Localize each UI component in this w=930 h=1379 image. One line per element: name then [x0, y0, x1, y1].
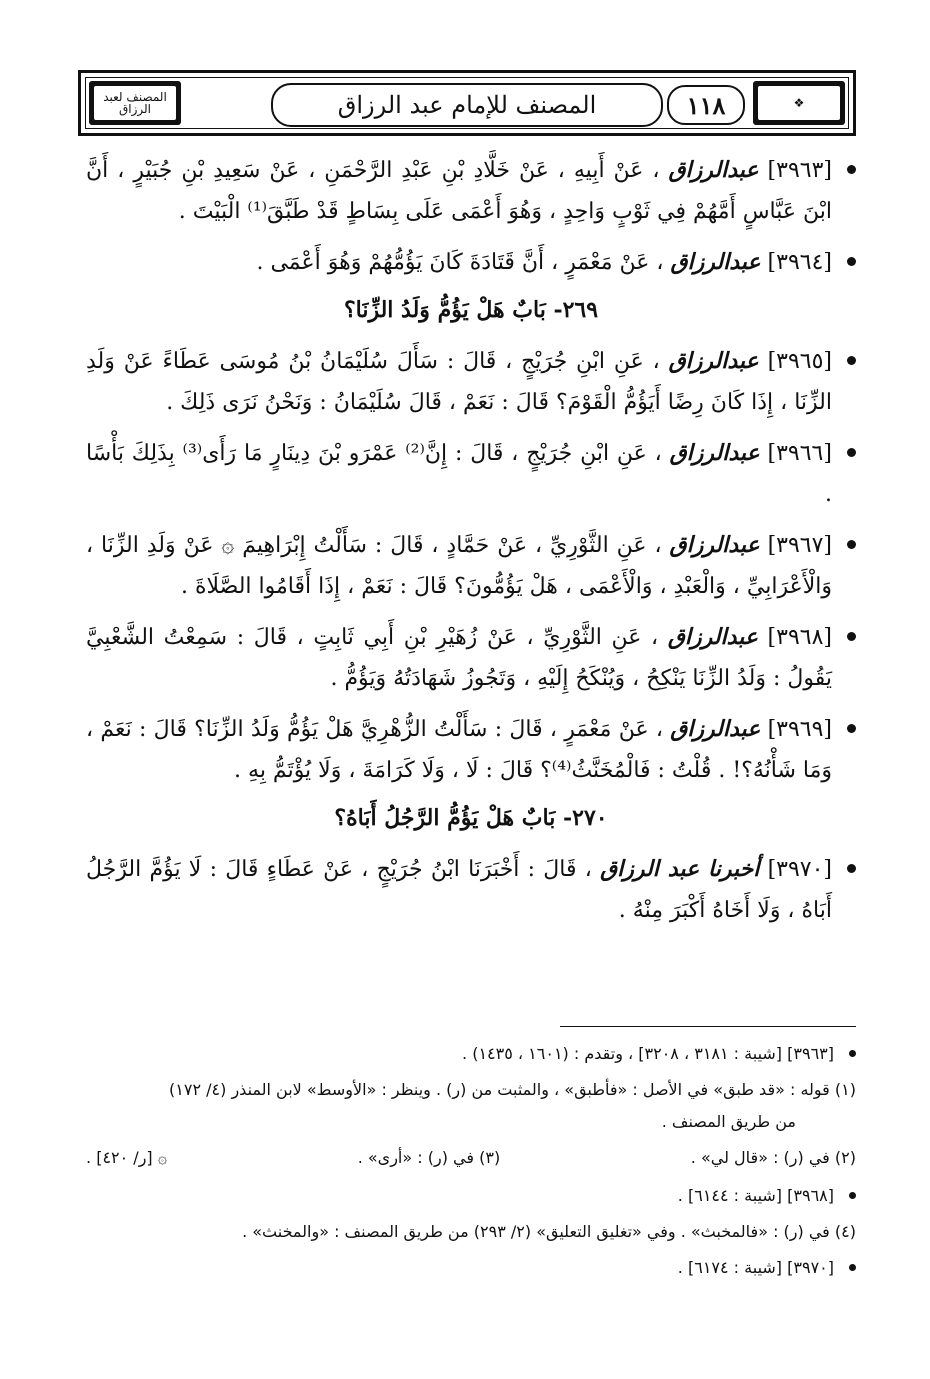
bullet-icon — [847, 864, 856, 873]
footnote-reference — [86, 1040, 856, 1068]
bullet-icon — [849, 1050, 856, 1057]
page-header — [78, 70, 856, 136]
footnote-separator — [560, 1026, 856, 1027]
footnote — [86, 1076, 856, 1104]
footnote-reference — [86, 1254, 856, 1282]
hadith-entry — [86, 242, 856, 283]
bullet-icon — [849, 1192, 856, 1199]
bullet-icon — [847, 632, 856, 641]
hadith-number: [٣٩٦٨] — [767, 625, 832, 650]
hadith-source: عبدالرزاق — [668, 157, 759, 183]
hadith-number: [٣٩٦٩] — [767, 717, 833, 742]
hadith-source: عبدالرزاق — [669, 532, 760, 558]
ornament-label: المصنف لعبد الرزاق — [103, 90, 167, 116]
hadith-text: ، عَنِ الثَّوْرِيِّ ، عَنْ حَمَّادٍ ، قَالَ : سَأَلْتُ إِبْرَاهِيمَ ۞ عَنْ وَلَدِ الزِّنَا ، وَالْأَعْرَابِيِّ ، وَالْعَبْدِ ، وَالْأَعْمَى ، هَلْ يَؤُمُّونَ؟ قَالَ : نَعَمْ ، إِذَا أَقَامُوا الصَّلَاةَ . — [86, 533, 832, 599]
footnote — [86, 1218, 856, 1246]
footnote-text: (٤) في (ر) : «فالمخبث» . وفي «تغليق التعليق» (٢/ ٢٩٣) من طريق المصنف : «والمخنث» . — [242, 1222, 856, 1241]
footnote-reference — [86, 1182, 856, 1210]
footnotes — [86, 1040, 856, 1290]
chapter-heading: ٢٧٠- بَابٌ هَلْ يَؤُمُّ الرَّجُلُ أَبَاهُ؟ — [334, 805, 608, 831]
hadith-entry — [86, 849, 856, 931]
hadith-source: عبدالرزاق — [669, 440, 760, 466]
bullet-icon — [847, 448, 856, 457]
hadith-text: ، قَالَ : أَخْبَرَنَا ابْنُ جُرَيْجٍ ، عَنْ عَطَاءٍ قَالَ : لَا يَؤُمَّ الرَّجُلُ أَبَاهُ ، وَلَا أَخَاهُ أَكْبَرَ مِنْهُ . — [86, 857, 832, 923]
hadith-source: أخبرنا عبد الرزاق — [600, 856, 760, 882]
footnote-text: (٢) في (ر) : «قال لي» . — [690, 1148, 856, 1167]
hadith-text: ، عَنْ مَعْمَرٍ ، أَنَّ قَتَادَةَ كَانَ يَؤُمُّهُمْ وَهُوَ أَعْمَى . — [256, 250, 664, 275]
footnote-text: [٣٩٦٣] [شيبة : ٣١٨١ ، ٣٢٠٨] ، وتقدم : (١٦٠١ ، ١٤٣٥) . — [462, 1044, 834, 1063]
hadith-entry — [86, 525, 856, 607]
bullet-icon — [847, 724, 856, 733]
footnote-row — [86, 1144, 856, 1172]
page-number: ١١٨ — [667, 85, 745, 125]
footnote-text: [٣٩٦٨] [شيبة : ٦١٤٤] . — [677, 1186, 834, 1205]
footnote-text: ۞ [ر/ ٤٢٠] . — [86, 1148, 168, 1167]
footnote-text: (٣) في (ر) : «أرى» . — [357, 1148, 501, 1167]
hadith-text: ، عَنْ مَعْمَرٍ ، قَالَ : سَأَلْتُ الزُّهْرِيَّ هَلْ يَؤُمُّ وَلَدُ الزِّنَا؟ قَالَ : نَعَمْ ، وَمَا شَأْنُهُ؟! . قُلْتُ : فَالْمُخَنَّثُ⁽⁴⁾؟ قَالَ : لَا ، وَلَا كَرَامَةَ ، وَلَا يُؤْتَمُّ بِهِ . — [86, 717, 832, 783]
hadith-text: ، عَنْ أَبِيهِ ، عَنْ خَلَّادِ بْنِ عَبْدِ الرَّحْمَنِ ، عَنْ سَعِيدِ بْنِ جُبَيْرٍ ، أَنَّ ابْنَ عَبَّاسٍ أَمَّهُمْ فِي ثَوْبٍ وَاحِدٍ ، وَهُوَ أَعْمَى عَلَى بِسَاطٍ قَدْ طَبَّقَ⁽¹⁾ الْبَيْتَ . — [86, 158, 832, 224]
chapter-heading: ٢٦٩- بَابٌ هَلْ يَؤُمُّ وَلَدُ الزِّنَا؟ — [343, 297, 599, 323]
main-text — [86, 150, 856, 941]
header-ornament-left — [89, 81, 181, 125]
bullet-icon — [847, 257, 856, 266]
footnote-text: [٣٩٧٠] [شيبة : ٦١٧٤] . — [677, 1258, 834, 1277]
hadith-entry — [86, 433, 856, 515]
hadith-entry — [86, 709, 856, 791]
hadith-number: [٣٩٦٦] — [767, 441, 832, 466]
hadith-entry — [86, 341, 856, 423]
hadith-entry — [86, 617, 856, 699]
footnote-continuation — [86, 1108, 856, 1136]
hadith-number: [٣٩٧٠] — [767, 857, 833, 882]
hadith-number: [٣٩٦٣] — [767, 158, 832, 183]
running-title: المصنف للإمام عبد الرزاق — [271, 83, 663, 127]
footnote-text: من طريق المصنف . — [661, 1112, 796, 1131]
hadith-source: عبدالرزاق — [667, 624, 758, 650]
bullet-icon — [849, 1264, 856, 1271]
bullet-icon — [847, 165, 856, 174]
hadith-number: [٣٩٦٧] — [767, 533, 833, 558]
hadith-text: ، عَنِ ابْنِ جُرَيْجٍ ، قَالَ : سَأَلَ سُلَيْمَانُ بْنُ مُوسَى عَطَاءً عَنْ وَلَدِ الزِّنَا ، إِذَا كَانَ رِضًا أَيَؤُمُّ الْقَوْمَ؟ قَالَ : نَعَمْ ، قَالَ سُلَيْمَانُ : وَنَحْنُ نَرَى ذَلِكَ . — [86, 349, 832, 415]
hadith-entry — [86, 150, 856, 232]
bullet-icon — [847, 356, 856, 365]
hadith-number: [٣٩٦٥] — [767, 349, 833, 374]
hadith-source: عبدالرزاق — [668, 348, 759, 374]
hadith-text: ، عَنِ ابْنِ جُرَيْجٍ ، قَالَ : إِنَّ⁽²⁾ عَمْرَو بْنَ دِينَارٍ مَا رَأَى⁽³⁾ بِذَلِكَ بَأْسًا . — [86, 441, 832, 507]
hadith-source: عبدالرزاق — [670, 249, 761, 275]
footnote-text: (١) قوله : «قد طبق» في الأصل : «فأطبق» ، والمثبت من (ر) . وينظر : «الأوسط» لابن المنذر (٤/ ١٧٢) — [169, 1080, 856, 1099]
hadith-text: ، عَنِ الثَّوْرِيِّ ، عَنْ زُهَيْرِ بْنِ أَبِي ثَابِتٍ ، قَالَ : سَمِعْتُ الشَّعْبِيَّ يَقُولُ : وَلَدُ الزِّنَا يَنْكِحُ ، وَيُنْكَحُ إِلَيْهِ ، وَتَجُوزُ شَهَادَتُهُ وَيَؤُمُّ . — [86, 625, 832, 691]
ornament-flourish: ❖ — [793, 96, 805, 110]
hadith-source: عبدالرزاق — [670, 716, 761, 742]
hadith-number: [٣٩٦٤] — [767, 250, 832, 275]
header-ornament-right — [753, 81, 845, 125]
bullet-icon — [847, 540, 856, 549]
